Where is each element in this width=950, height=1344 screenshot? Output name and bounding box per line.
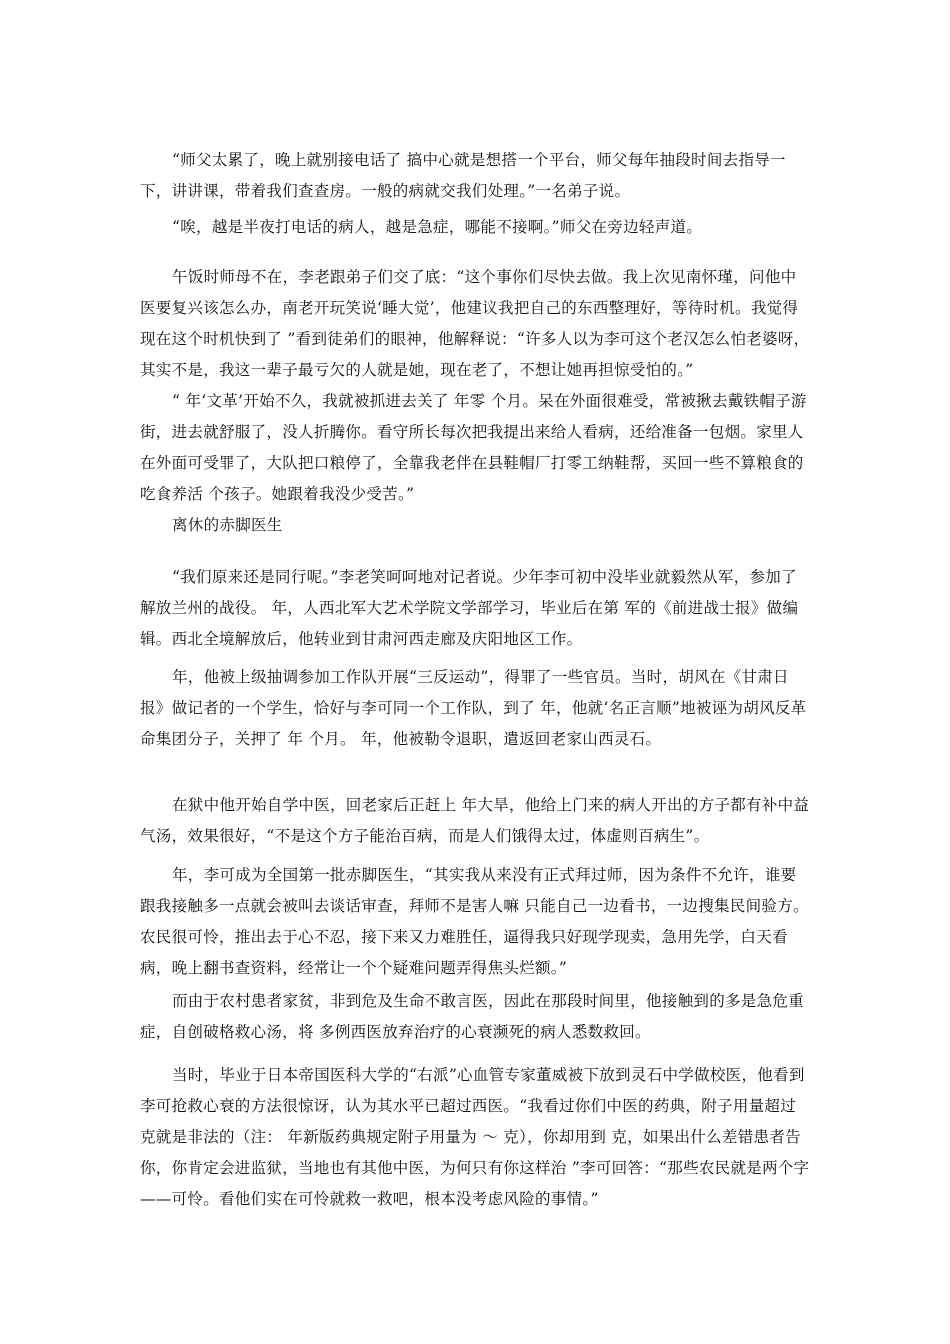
paragraph-8: 年，李可成为全国第一批赤脚医生，“其实我从来没有正式拜过师，因为条件不允许，谁要跟我接触多一点就会被叫去谈话审查，拜师不是害人嘛 只能自己一边看书，一边搜集民间验方。农民很可怜，推出去于心不忍，接下来又力难胜任，逼得我只好现学现卖，急用先学，白天看病，晚上翻书查资料，经常让一个个疑难问题弄得焦头烂额。” bbox=[140, 866, 809, 977]
paragraph-2: “唉，越是半夜打电话的病人，越是急症，哪能不接啊。”师父在旁边轻声道。 bbox=[172, 218, 703, 236]
paragraph-5: “我们原来还是同行呢。”李老笑呵呵地对记者说。少年李可初中没毕业就毅然从军，参加了解放兰州的战役。 年，人西北军大艺术学院文学部学习，毕业后在第 军的《前进战士报》做编辑。西北全境解放后，他转业到甘肃河西走廊及庆阳地区工作。 bbox=[140, 568, 799, 648]
paragraph-3: 午饭时师母不在，李老跟弟子们交了底：“这个事你们尽快去做。我上次见南怀瑾，问他中医要复兴该怎么办，南老开玩笑说‘睡大觉’，他建议我把自己的东西整理好，等待时机。我觉得现在这个时机快到了 ”看到徒弟们的眼神，他解释说：“许多人以为李可这个老汉怎么怕老婆呀，其实不是，我这一辈子最亏欠的人就是她，现在老了，不想让她再担惊受怕的。” bbox=[140, 268, 810, 379]
paragraph-1: “师父太累了，晚上就别接电话了 搞中心就是想搭一个平台，师父每年抽段时间去指导一下，讲讲课，带着我们查查房。一般的病就交我们处理。”一名弟子说。 bbox=[140, 151, 786, 200]
paragraph-9: 而由于农村患者家贫，非到危及生命不敢言医，因此在那段时间里，他接触到的多是急危重症，自创破格救心汤，将 多例西医放弃治疗的心衰濒死的病人悉数救回。 bbox=[140, 992, 805, 1041]
paragraph-10: 当时，毕业于日本帝国医科大学的“右派”心血管专家董威被下放到灵石中学做校医，他看到李可抢救心衰的方法很惊讶，认为其水平已超过西医。“我看过你们中医的药典，附子用量超过 克就是非法的（注： 年新版药典规定附子用量为 ～ 克），你却用到 克，如果出什么差错患者告你，你肯定会进监狱，当地也有其他中医，为何只有你这样治 ”李可回答：“那些农民就是两个字——可怜。看他们实在可怜就救一救吧，根本没考虑风险的事情。” bbox=[140, 1066, 810, 1208]
paragraph-6: 年，他被上级抽调参加工作队开展“三反运动”，得罪了一些官员。当时，胡风在《甘肃日报》做记者的一个学生，恰好与李可同一个工作队，到了 年，他就‘名正言顺”地被诬为胡风反革命集团分子，关押了 年 个月。 年，他被勒令退职，遣返回老家山西灵石。 bbox=[140, 668, 807, 748]
paragraph-7: 在狱中他开始自学中医，回老家后正赶上 年大旱，他给上门来的病人开出的方子都有补中益气汤，效果很好，“不是这个方子能治百病，而是人们饿得太过，体虚则百病生”。 bbox=[140, 796, 810, 845]
paragraph-4: “ 年‘文革’开始不久，我就被抓进去关了 年零 个月。呆在外面很难受，常被揪去戴铁帽子游街，进去就舒服了，没人折腾你。看守所长每次把我提出来给人看病，还给准备一包烟。家里人在外面可受罪了，大队把口粮停了，全靠我老伴在县鞋帽厂打零工纳鞋帮，买回一些不算粮食的吃食养活 个孩子。她跟着我没少受苦。” bbox=[140, 392, 807, 503]
section-heading: 离休的赤脚医生 bbox=[172, 516, 283, 534]
